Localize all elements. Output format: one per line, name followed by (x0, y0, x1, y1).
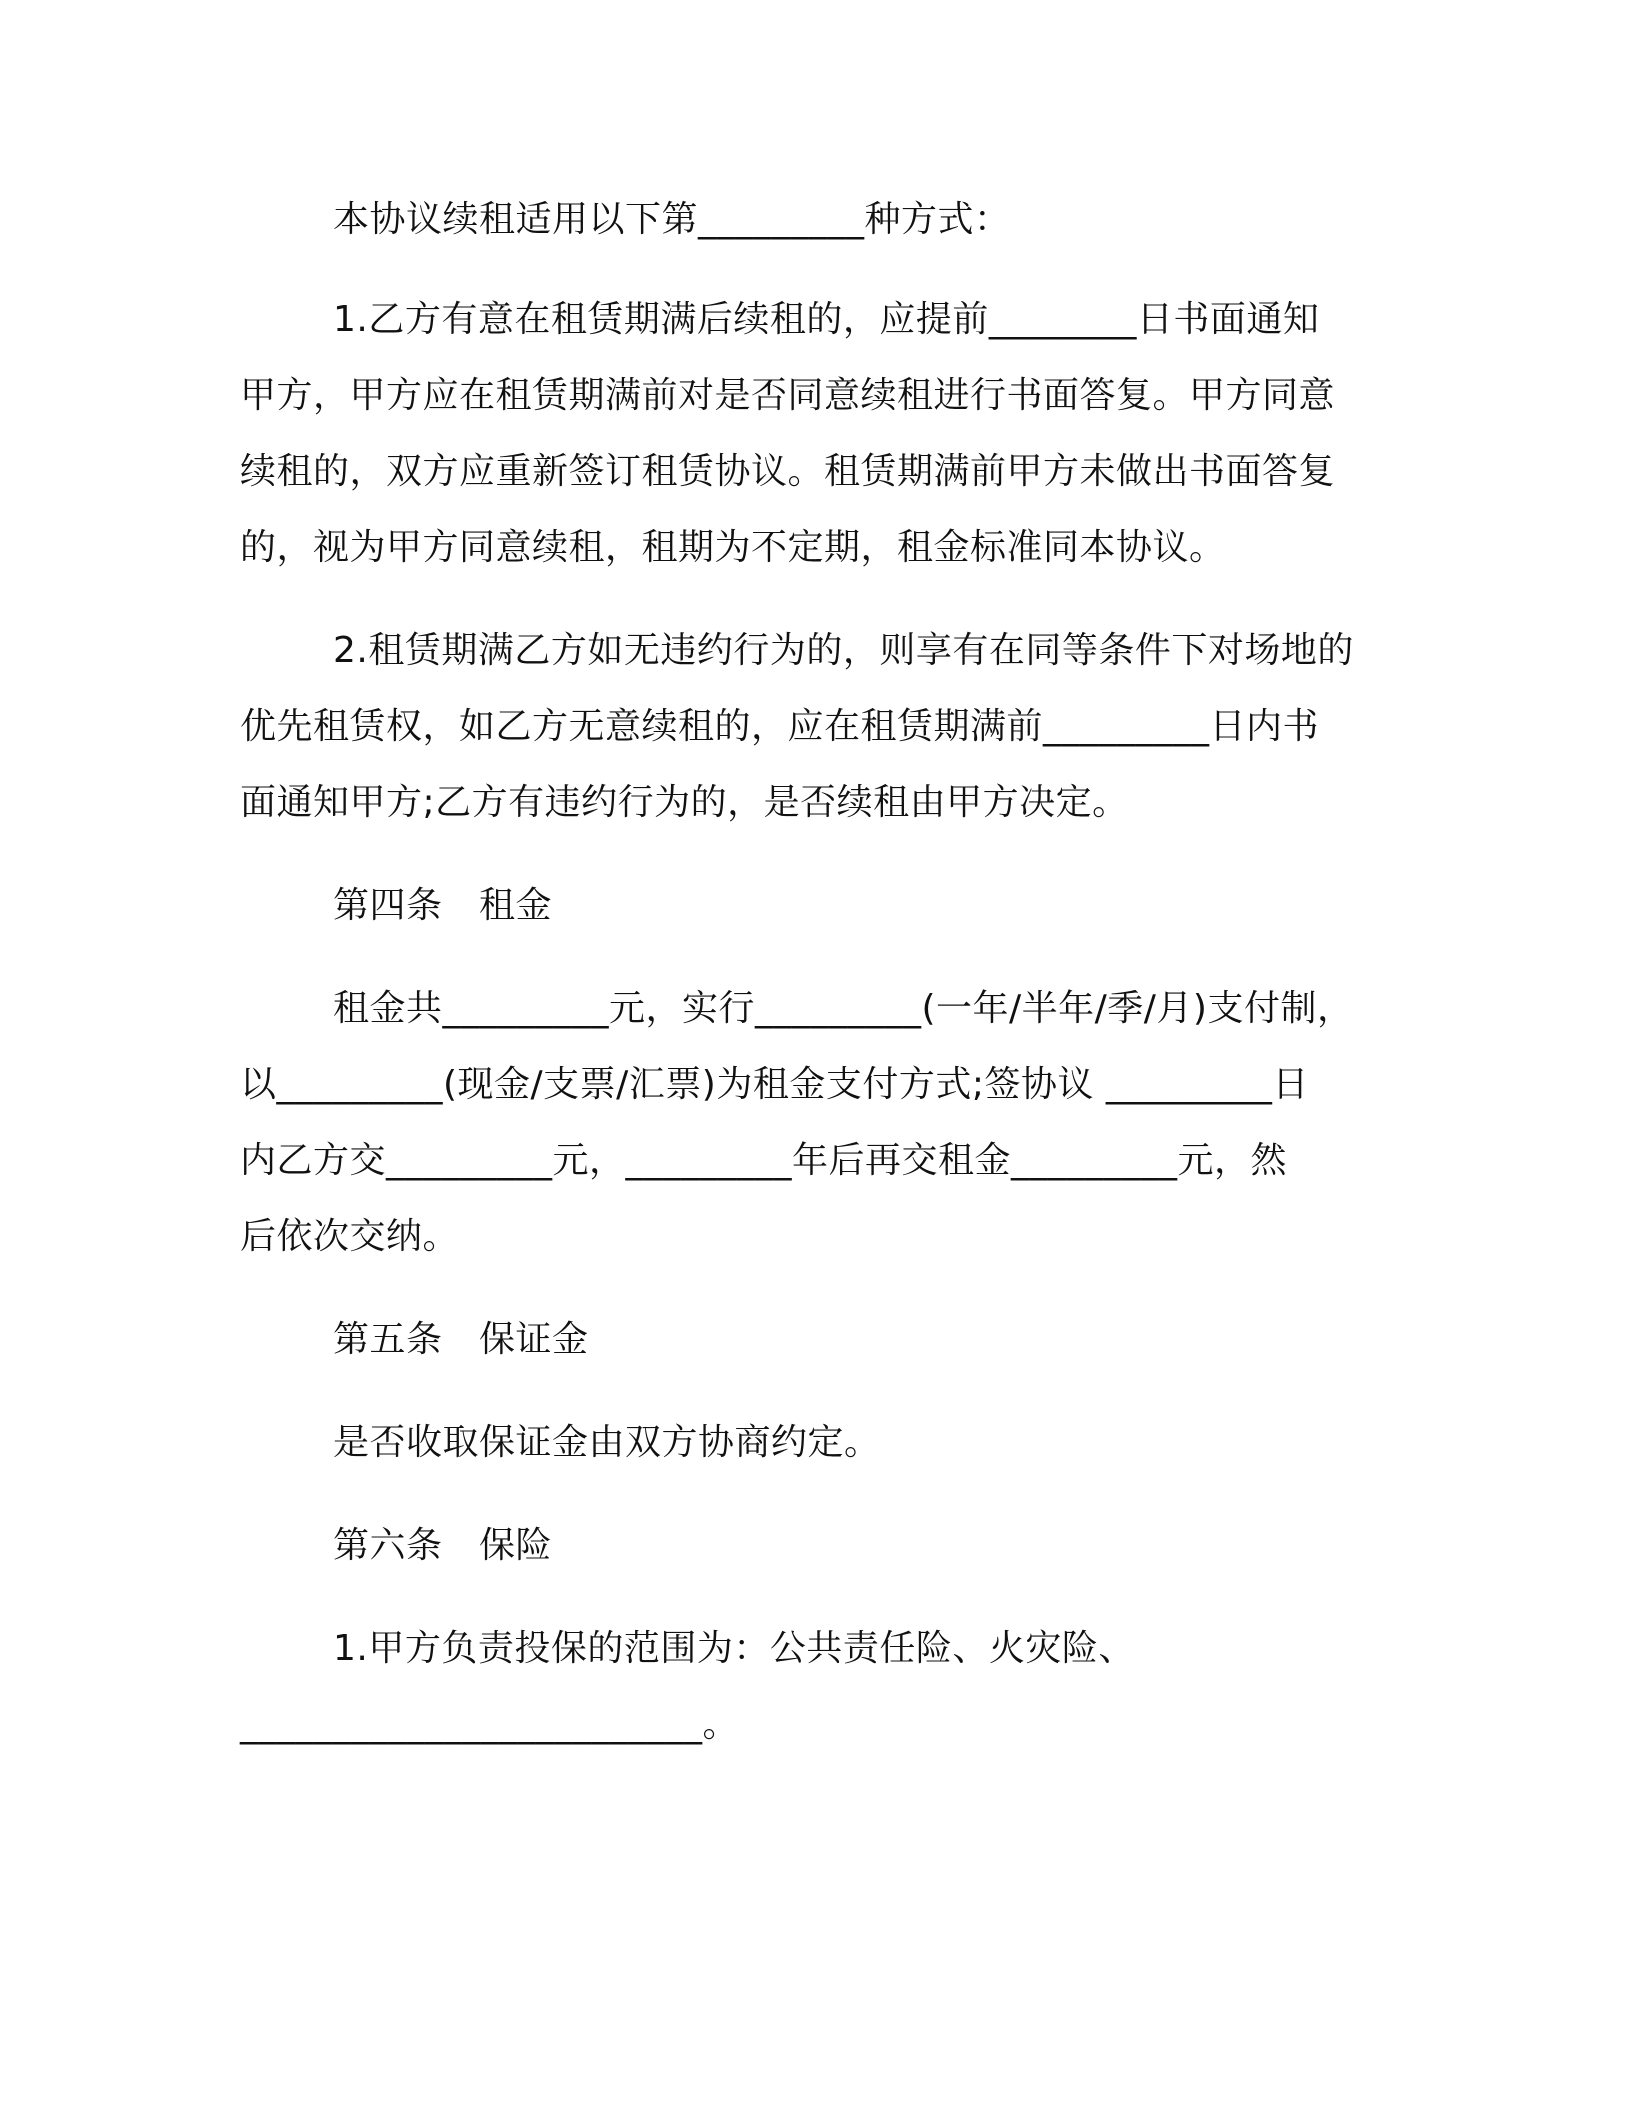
insurance-line-2: _________________________。 (240, 1704, 739, 1745)
clause-2-line-1: 2.租赁期满乙方如无违约行为的，则享有在同等条件下对场地的 (333, 630, 1354, 671)
clause-2-line-2: 优先租赁权，如乙方无意续租的，应在租赁期满前_________日内书 (240, 706, 1320, 747)
renewal-method-line: 本协议续租适用以下第_________种方式： (333, 199, 1011, 240)
rent-line-1: 租金共_________元，实行_________(一年/半年/季/月)支付制， (333, 988, 1354, 1029)
clause-1-line-3: 续租的，双方应重新签订租赁协议。租赁期满前甲方未做出书面答复 (240, 451, 1336, 492)
rent-line-2: 以_________(现金/支票/汇票)为租金支付方式;签协议 _________日 (240, 1064, 1309, 1105)
article-5-heading: 第五条 保证金 (333, 1319, 589, 1360)
article-4-heading: 第四条 租金 (333, 885, 553, 926)
clause-1-line-2: 甲方，甲方应在租赁期满前对是否同意续租进行书面答复。甲方同意 (240, 375, 1336, 416)
rent-line-3: 内乙方交_________元，_________年后再交租金_________元，然 (240, 1140, 1288, 1181)
deposit-line: 是否收取保证金由双方协商约定。 (333, 1422, 881, 1463)
clause-1-line-4: 的，视为甲方同意续租，租期为不定期，租金标准同本协议。 (240, 527, 1226, 568)
clause-2-line-3: 面通知甲方;乙方有违约行为的，是否续租由甲方决定。 (240, 782, 1129, 823)
rent-line-4: 后依次交纳。 (240, 1216, 460, 1257)
insurance-line-1: 1.甲方负责投保的范围为：公共责任险、火灾险、 (333, 1628, 1135, 1669)
clause-1-line-1: 1.乙方有意在租赁期满后续租的，应提前________日书面通知 (333, 299, 1320, 340)
article-6-heading: 第六条 保险 (333, 1525, 553, 1566)
